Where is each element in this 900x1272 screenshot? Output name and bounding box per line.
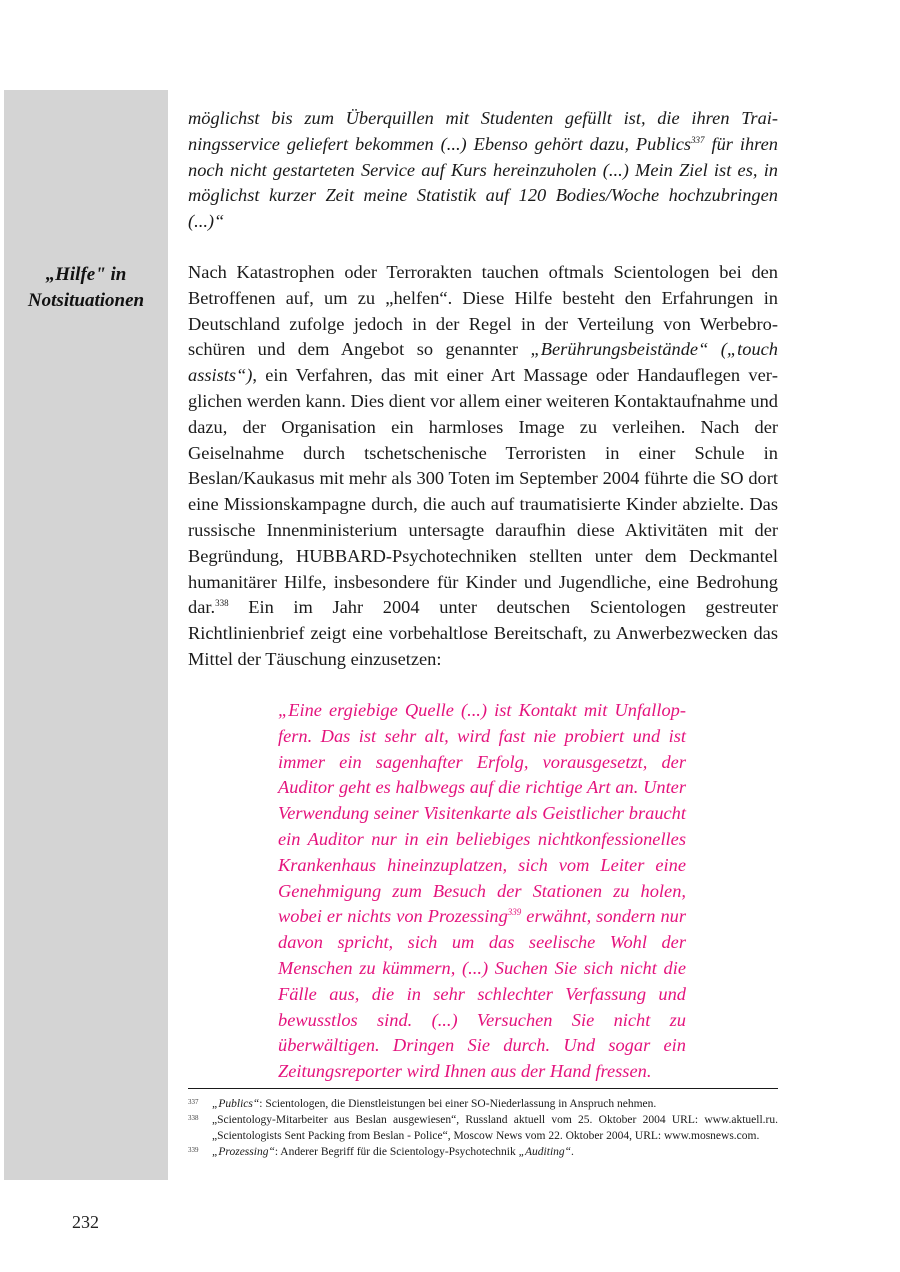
continued-quote-text-2: für ihren noch nicht gestarteten Service auf Kurs hereinzuholen (...) Mein Ziel ist es, in möglichst kurzer Zeit meine Statistik auf 120 Bodies/Woche hochzubringen (...)“ <box>188 133 779 232</box>
block-quote-text-1: „Eine ergiebige Quelle (...) ist Kontakt mit Unfallopfern. Das ist sehr alt, wird fast nie probiert und ist immer ein sagenhafter Erfolg, vorausgesetzt, der Auditor geht es halbwegs auf die richtige Art an. Unter Verwendung seiner Visitenkarte als Geistlicher braucht ein Auditor nur in ein beliebiges nichtkonfessionelles Krankenhaus hineinzuplatzen, sich vom Leiter eine Genehmigung zum Besuch der Stationen zu holen, wobei er nichts von Prozessing <box>278 700 686 927</box>
body-text-2: , ein Verfahren, das mit einer Art Massage oder Handauflegen verglichen werden kann. Dies dient vor allem einer weiteren Kontaktaufnahme und dazu, der Organisation ein harmloses Image zu verleihen. Nach der Geiselnahme durch tschetschenische Terroristen in einer Schule in Beslan/Kaukasus mit mehr als 300 Toten im September 2004 führte die SO dort eine Missionskampagne durch, die auch auf traumatisierte Kinder abzielte. Das russische Innenministerium untersagte daraufhin diese Aktivitäten mit der Begründung, HUBBARD-Psychotechniken stellten unter dem Deckmantel humanitärer Hilfe, insbesondere für Kinder und Jugendliche, eine Bedrohung dar. <box>188 365 778 618</box>
body-text-italic: „Berührungsbeistände“ („touch assists“) <box>188 339 779 386</box>
continued-quote <box>188 106 778 235</box>
body-text-1: Nach Katastrophen oder Terrorakten tauchen oftmals Scientologen bei den Betroffenen auf, um zu „helfen“. Diese Hilfe besteht den Erfahrungen in Deutschland zufolge jedoch in der Regel in der Verteilung von Werbebroschüren und dem Angebot so genannter <box>188 262 778 360</box>
marginal-heading-line1: „Hilfe" in <box>45 264 127 285</box>
footnote-term: „Prozessing“ <box>212 1146 275 1158</box>
margin-sidebar <box>4 90 168 1180</box>
footnote-item <box>188 1144 778 1160</box>
footnote-text: : Anderer Begriff für die Scientology-Psychotechnik <box>274 1146 519 1158</box>
footnote-text: : Scientologen, die Dienstleistungen bei einer SO-Niederlassung in Anspruch nehmen. <box>259 1098 657 1110</box>
body-paragraph <box>188 260 778 673</box>
body-text-3: Ein im Jahr 2004 unter deutschen Scientologen gestreuter Richtlinienbrief zeigt eine vorbehaltlose Bereitschaft, zu Anwerbezwecken das Mittel der Täuschung einzusetzen: <box>188 597 778 669</box>
page-number: 232 <box>72 1212 99 1232</box>
footnote-term: „Publics“ <box>212 1098 260 1110</box>
block-quote <box>278 698 686 1085</box>
footnote-number: 337 <box>188 1098 199 1106</box>
footnote-divider <box>188 1088 778 1089</box>
block-quote-text-2: erwähnt, sondern nur davon spricht, sich um das seelische Wohl der Menschen zu kümmern, (...) Suchen Sie sich nicht die Fälle aus, die in sehr schlechter Verfassung und bewusstlos sind. (...) Versuchen Sie nicht zu überwältigen. Dringen Sie durch. Und sogar ein Zeitungsreporter wird Ihnen aus der Hand fressen. <box>278 906 686 1082</box>
footnote-number: 339 <box>188 1146 199 1154</box>
footnote-ref-337: 337 <box>691 134 705 145</box>
footnote-term-2: „Auditing“ <box>518 1146 572 1158</box>
footnotes <box>188 1096 778 1160</box>
footnote-item <box>188 1096 778 1112</box>
footnote-item <box>188 1112 778 1144</box>
marginal-heading <box>4 262 168 314</box>
marginal-heading-line2: Notsituationen <box>27 290 145 311</box>
footnote-number: 338 <box>188 1114 199 1122</box>
footnote-text: „Scientology-Mitarbeiter aus Beslan ausgewiesen“, Russland aktuell vom 25. Oktober 2004 URL: www.aktuell.ru. „Scientologists Sent Packing from Beslan - Police“, Moscow News vom 22. Oktober 2004, URL: www.mosnews.com. <box>212 1114 778 1142</box>
footnote-ref-338: 338 <box>215 598 229 609</box>
footnote-ref-339: 339 <box>507 907 522 918</box>
continued-quote-text-1: möglichst bis zum Überquillen mit Studenten gefüllt ist, die ihren Trainingsservice geliefert bekommen (...) Ebenso gehört dazu, Publics <box>188 108 778 154</box>
footnote-text-end: . <box>571 1146 574 1158</box>
